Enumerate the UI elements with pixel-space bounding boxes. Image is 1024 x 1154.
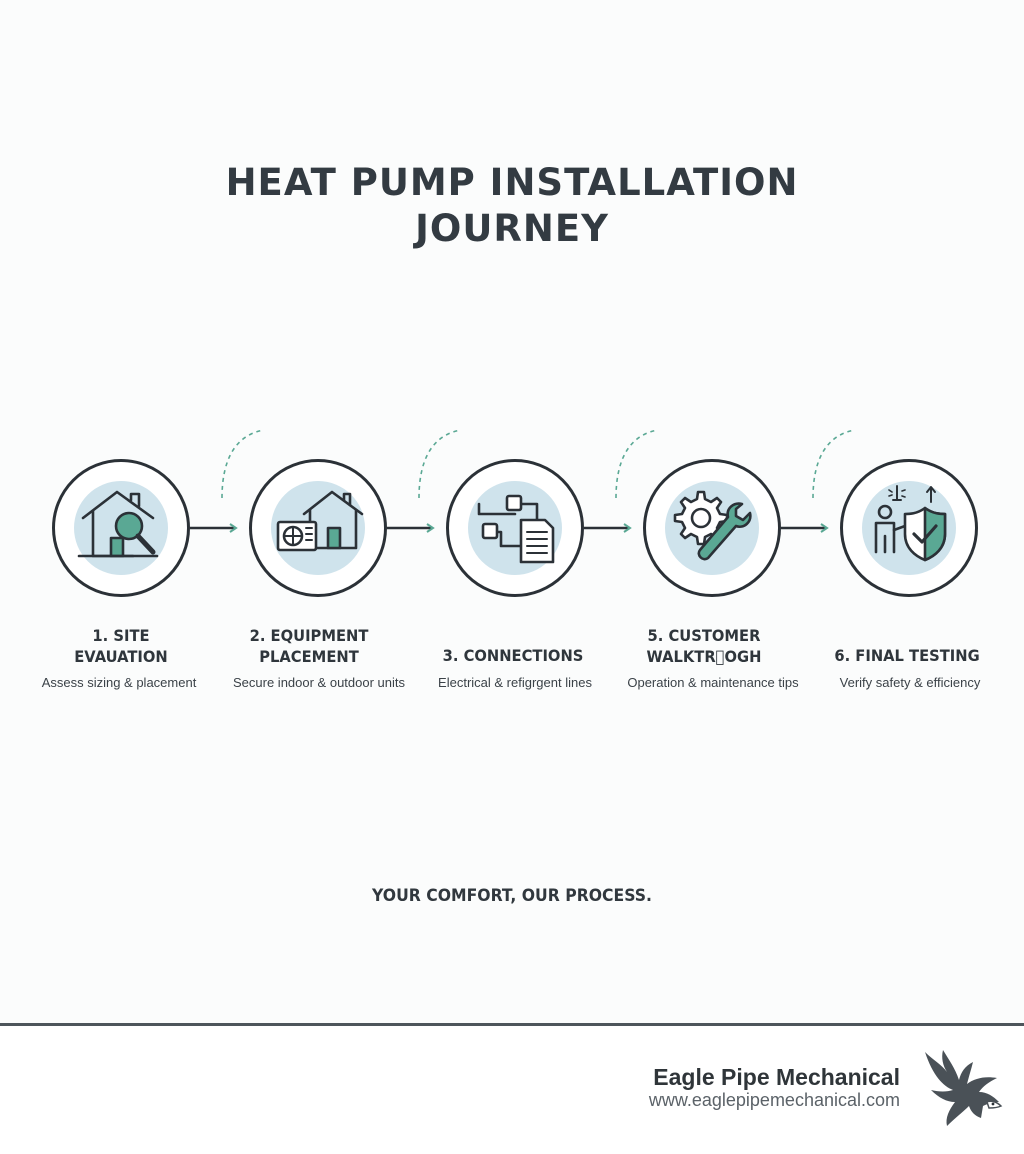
step-3-circle (446, 459, 584, 597)
step-4-label: 5. CUSTOMER WALKTR OGH (646, 626, 762, 666)
pipes-document-icon (465, 478, 565, 578)
website-link[interactable]: www.eaglepipemechanical.com (648, 1090, 900, 1110)
house-magnifier-icon (71, 478, 171, 578)
step-5-desc: Verify safety & efficiency (839, 675, 981, 690)
gear-wrench-icon (662, 478, 762, 578)
step-3-label: 3. CONNECTIONS (442, 646, 584, 665)
step-4-desc: Operation & maintenance tips (627, 675, 799, 690)
step-5-label: 6. FINAL TESTING (834, 646, 980, 665)
person-shield-icon (859, 478, 959, 578)
step-5-circle (840, 459, 978, 597)
step-2-desc: Secure indoor & outdoor units (233, 675, 405, 690)
eagle-logo-icon (917, 1046, 1005, 1134)
step-3-desc: Electrical & refigrgent lines (438, 675, 592, 690)
company-name: Eagle Pipe Mechanical (653, 1064, 900, 1090)
step-1-label: 1. SITE EVAUATION (74, 626, 168, 666)
tagline: YOUR COMFORT, OUR PROCESS. (372, 886, 652, 906)
step-2-label: 2. EQUIPMENT PLACEMENT (249, 626, 369, 666)
house-ac-unit-icon (268, 478, 368, 578)
step-1-circle (52, 459, 190, 597)
step-4-circle (643, 459, 781, 597)
title-line-2: JOURNEY (415, 207, 609, 250)
step-1-desc: Assess sizing & placement (41, 675, 197, 690)
title-line-1: HEAT PUMP INSTALLATION (225, 161, 799, 204)
step-2-circle (249, 459, 387, 597)
